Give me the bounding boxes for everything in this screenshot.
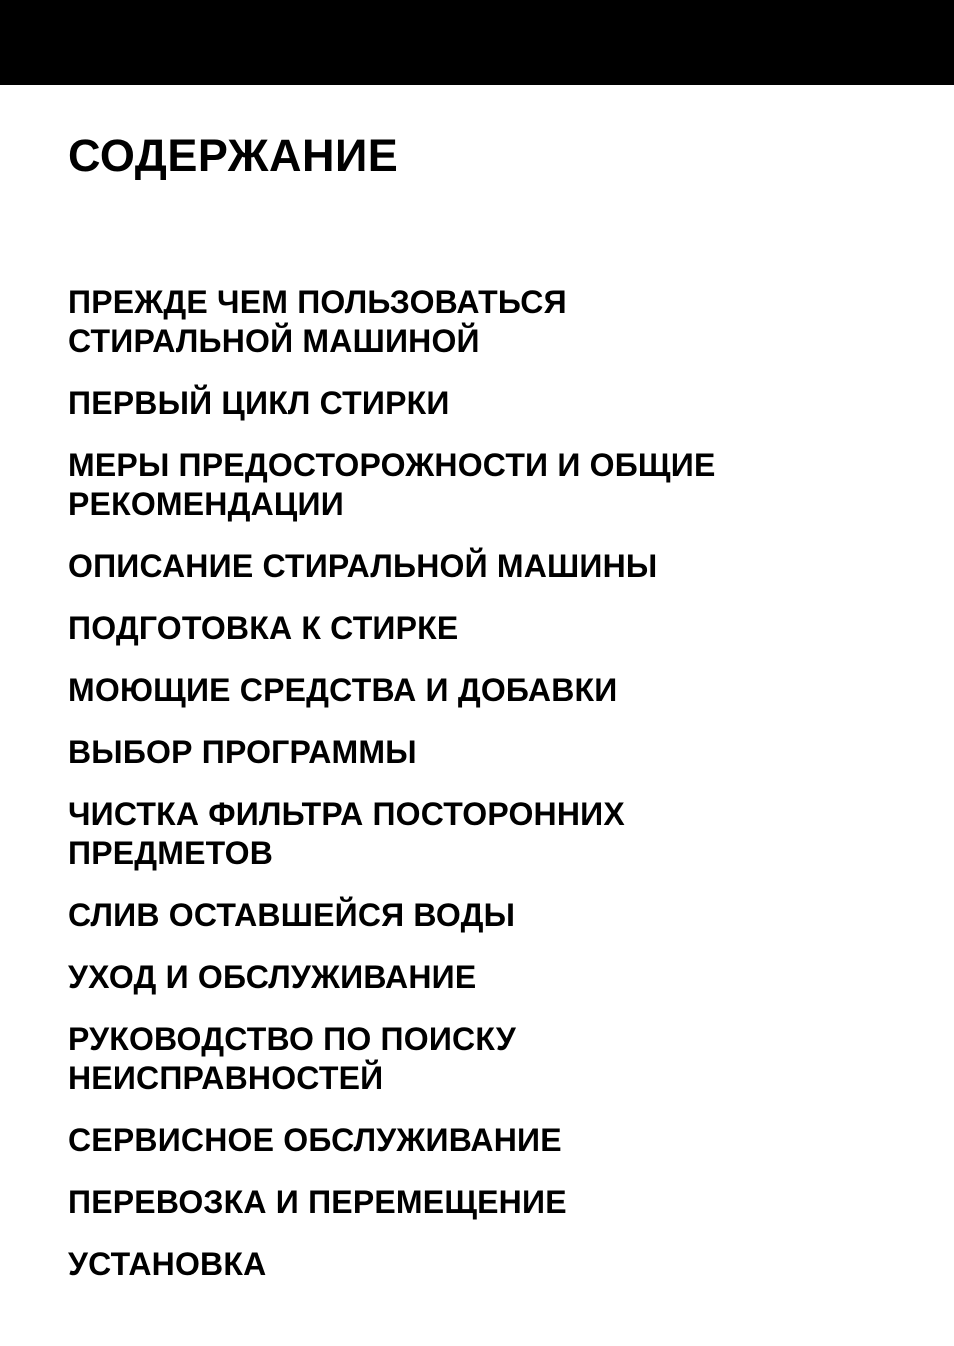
toc-item-line: РЕКОМЕНДАЦИИ bbox=[68, 486, 344, 522]
toc-item-residual-water-drain bbox=[68, 896, 928, 935]
toc-item-machine-description bbox=[68, 547, 928, 586]
toc-item-transport bbox=[68, 1183, 928, 1222]
toc-item-line: ВЫБОР ПРОГРАММЫ bbox=[68, 734, 417, 770]
toc-item-installation bbox=[68, 1245, 928, 1284]
toc-item-line: ПЕРВЫЙ ЦИКЛ СТИРКИ bbox=[68, 385, 450, 421]
toc-item-line: ПОДГОТОВКА К СТИРКЕ bbox=[68, 610, 459, 646]
toc-item-line: ОПИСАНИЕ СТИРАЛЬНОЙ МАШИНЫ bbox=[68, 548, 658, 584]
toc-item-line: СТИРАЛЬНОЙ МАШИНОЙ bbox=[68, 323, 480, 359]
toc-item-line: СЕРВИСНОЕ ОБСЛУЖИВАНИЕ bbox=[68, 1122, 562, 1158]
toc-item-line: СЛИВ ОСТАВШЕЙСЯ ВОДЫ bbox=[68, 897, 516, 933]
table-of-contents bbox=[68, 283, 928, 1307]
toc-item-preparing-wash bbox=[68, 609, 928, 648]
header-bar bbox=[0, 0, 954, 85]
toc-item-line: ПЕРЕВОЗКА И ПЕРЕМЕЩЕНИЕ bbox=[68, 1184, 567, 1220]
toc-item-line: ЧИСТКА ФИЛЬТРА ПОСТОРОННИХ bbox=[68, 796, 625, 832]
toc-item-line: РУКОВОДСТВО ПО ПОИСКУ bbox=[68, 1021, 516, 1057]
toc-item-program-selection bbox=[68, 733, 928, 772]
toc-item-line: ПРЕЖДЕ ЧЕМ ПОЛЬЗОВАТЬСЯ bbox=[68, 284, 567, 320]
page-title: СОДЕРЖАНИЕ bbox=[68, 130, 399, 181]
toc-item-first-wash-cycle bbox=[68, 384, 928, 423]
toc-item-line: УХОД И ОБСЛУЖИВАНИЕ bbox=[68, 959, 477, 995]
toc-item-service bbox=[68, 1121, 928, 1160]
toc-item-care-maintenance bbox=[68, 958, 928, 997]
toc-item-filter-cleaning bbox=[68, 795, 928, 873]
toc-item-troubleshooting bbox=[68, 1020, 928, 1098]
toc-item-line: УСТАНОВКА bbox=[68, 1246, 267, 1282]
toc-item-line: НЕИСПРАВНОСТЕЙ bbox=[68, 1060, 384, 1096]
toc-item-before-use bbox=[68, 283, 928, 361]
toc-item-line: МОЮЩИЕ СРЕДСТВА И ДОБАВКИ bbox=[68, 672, 618, 708]
toc-item-detergents bbox=[68, 671, 928, 710]
toc-item-line: МЕРЫ ПРЕДОСТОРОЖНОСТИ И ОБЩИЕ bbox=[68, 447, 716, 483]
toc-item-line: ПРЕДМЕТОВ bbox=[68, 835, 274, 871]
toc-item-precautions bbox=[68, 446, 928, 524]
